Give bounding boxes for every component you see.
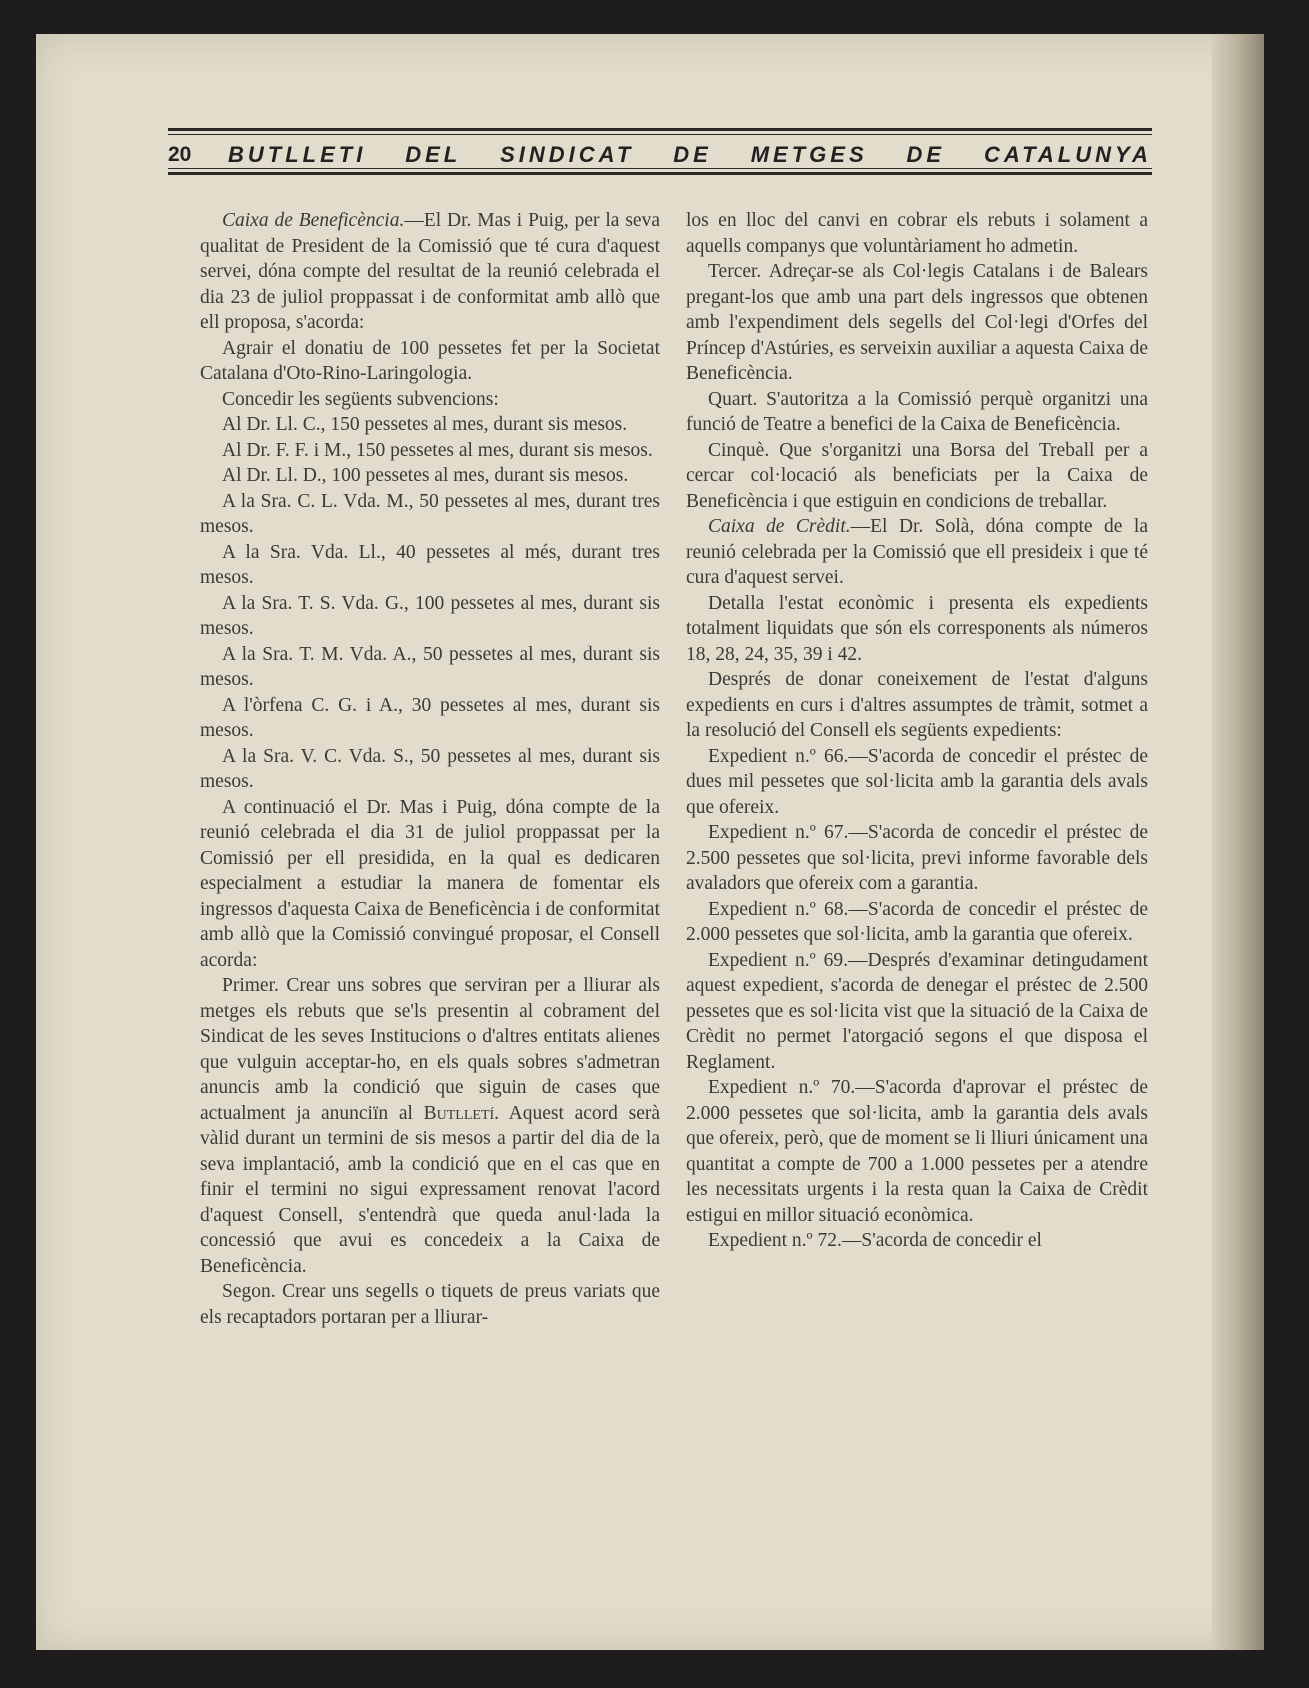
paragraph-text: A la Sra. V. C. Vda. S., 50 pessetes al mes, durant sis mesos. <box>200 745 660 792</box>
paragraph <box>686 259 1148 387</box>
paragraph-text: Expedient n.º 72.—S'acorda de concedir el <box>708 1230 1042 1251</box>
paragraph <box>686 514 1148 591</box>
paragraph <box>200 693 660 744</box>
running-header <box>168 108 1152 200</box>
paragraph-text: Detalla l'estat econòmic i presenta els expedients totalment liquidats que són els corresponents als números 18, 28, 24, 35, 39 i 42. <box>686 592 1148 665</box>
paragraph <box>686 948 1148 1076</box>
paragraph <box>200 973 660 1279</box>
paragraph-text: Expedient n.º 66.—S'acorda de concedir el préstec de dues mil pessetes que sol·licita amb la garantia dels avals que ofereix. <box>686 745 1148 818</box>
paragraph-text: Al Dr. Ll. D., 100 pessetes al mes, durant sis mesos. <box>222 465 629 486</box>
journal-title <box>228 142 1152 168</box>
journal-name-smallcaps: Butlletí <box>423 1102 495 1124</box>
header-rule-top-thick <box>168 128 1152 131</box>
paragraph <box>686 208 1148 259</box>
paragraph <box>200 463 660 489</box>
title-word: CATALUNYA <box>983 142 1152 167</box>
paragraph <box>686 897 1148 948</box>
paragraph-text: Tercer. Adreçar-se als Col·legis Catalans i de Balears pregant-los que amb una part dels ingressos que obtenen amb l'expendiment dels segells del Col·legi d'Orfes del Príncep d'Astúries, es serveixin auxiliar a aquesta Caixa de Beneficència. <box>686 261 1148 384</box>
paragraph <box>686 1228 1148 1254</box>
section-lead: Caixa de Beneficència. <box>222 210 405 231</box>
header-rule-bottom-thick <box>168 172 1152 175</box>
right-text-column <box>686 208 1148 1254</box>
paragraph-text: —El Dr. Solà, dóna compte de la reunió celebrada per la Comissió que ell presideix i que té cura d'aquest servei. <box>686 516 1148 588</box>
title-word: METGES <box>750 142 868 167</box>
paragraph <box>686 1075 1148 1228</box>
paragraph <box>200 540 660 591</box>
paragraph-text: A la Sra. T. S. Vda. G., 100 pessetes al mes, durant sis mesos. <box>200 592 660 639</box>
paragraph-text: los en lloc del canvi en cobrar els rebuts i solament a aquells companys que voluntàriament ho admetin. <box>686 210 1148 257</box>
paragraph <box>200 642 660 693</box>
paragraph-text: Primer. Crear uns sobres que serviran per a lliurar als metges els rebuts que se'ls presentin al cobrament del Sindicat de les seves Institucions o d'altres entitats alienes que vulguin acceptar-ho, en els quals sobres s'admetran anuncis amb la condició que siguin de cases que actualment ja anunciïn al <box>200 975 660 1124</box>
title-word: BUTLLETI <box>228 142 367 167</box>
page-number: 20 <box>168 143 192 166</box>
paragraph <box>200 1279 660 1330</box>
paragraph-text: Expedient n.º 69.—Després d'examinar detingudament aquest expedient, s'acorda de denegar el préstec de 2.500 pessetes que es sol·licita vist que la situació de la Caixa de Crèdit no permet l'atorgació segons el que disposa el Reglament. <box>686 949 1148 1073</box>
header-rule-bottom-thin <box>168 168 1152 169</box>
left-text-column <box>200 208 660 1330</box>
paragraph-text: Segon. Crear uns segells o tiquets de preus variats que els recaptadors portaran per a lliurar- <box>200 1281 660 1328</box>
paragraph-text: Després de donar coneixement de l'estat d'alguns expedients en curs i d'altres assumptes de tràmit, sotmet a la resolució del Consell els següents expedients: <box>686 669 1148 741</box>
header-rule-top-thin <box>168 134 1152 135</box>
paragraph <box>200 795 660 974</box>
title-word: SINDICAT <box>500 142 635 167</box>
paragraph-text: Expedient n.º 67.—S'acorda de concedir el préstec de 2.500 pessetes que sol·licita, previ informe favorable dels avaladors que ofereix com a garantia. <box>686 822 1148 894</box>
paragraph <box>686 667 1148 744</box>
paragraph-text: A l'òrfena C. G. i A., 30 pessetes al mes, durant sis mesos. <box>200 694 660 741</box>
paragraph <box>200 438 660 464</box>
paragraph <box>686 387 1148 438</box>
paragraph <box>686 744 1148 821</box>
page-spine-shadow <box>1212 34 1264 1650</box>
paragraph-text: Cinquè. Que s'organitzi una Borsa del Treball per a cercar col·locació als beneficiats per la Caixa de Beneficència i que estiguin en condicions de treballar. <box>686 439 1148 512</box>
paragraph-text-continued: . Aquest acord serà vàlid durant un termini de sis mesos a partir del dia de la seva implantació, amb la condició que en el cas que en finir el termini no sigui expressament renovat l'acord d'aquest Consell, s'entendrà que queda anul·lada la concessió que avui es concedeix a la Caixa de Beneficència. <box>200 1102 660 1277</box>
paragraph-text: Al Dr. F. F. i M., 150 pessetes al mes, durant sis mesos. <box>222 439 653 461</box>
paragraph-text: Quart. S'autoritza a la Comissió perquè organitzi una funció de Teatre a benefici de la Caixa de Beneficència. <box>686 388 1148 435</box>
paragraph-text: Concedir les següents subvencions: <box>222 388 499 410</box>
paragraph-text: —El Dr. Mas i Puig, per la seva qualitat de President de la Comissió que té cura d'aquest servei, dóna compte del resultat de la reunió celebrada el dia 23 de juliol proppassat i de conformitat amb allò que ell proposa, s'acorda: <box>200 210 660 333</box>
paragraph <box>200 336 660 387</box>
paragraph-text: A continuació el Dr. Mas i Puig, dóna compte de la reunió celebrada el dia 31 de juliol proppassat per la Comissió per ell presidida, en la qual es dedicaren especialment a estudiar la manera de fomentar els ingressos d'aquesta Caixa de Beneficència i de conformitat amb allò que la Comissió convingué proposar, el Consell acorda: <box>200 796 660 971</box>
section-lead: Caixa de Crèdit. <box>708 516 851 537</box>
paragraph-text: Expedient n.º 68.—S'acorda de concedir el préstec de 2.000 pessetes que sol·licita, amb la garantia que ofereix. <box>686 898 1148 945</box>
paragraph <box>200 208 660 336</box>
paragraph-text: Expedient n.º 70.—S'acorda d'aprovar el préstec de 2.000 pessetes que sol·licita, amb la garantia dels avals que ofereix, però, que de moment se li lliuri únicament una quantitat a compte de 700 a 1.000 pessetes per a atendre les necessitats urgents i la resta quan la Caixa de Crèdit estigui en millor situació econòmica. <box>686 1077 1148 1226</box>
paragraph <box>686 820 1148 897</box>
paragraph-text: A la Sra. Vda. Ll., 40 pessetes al més, durant tres mesos. <box>200 541 660 588</box>
paragraph-text: Agrair el donatiu de 100 pessetes fet per la Societat Catalana d'Oto-Rino-Laringologia. <box>200 337 660 384</box>
paragraph-text: Al Dr. Ll. C., 150 pessetes al mes, durant sis mesos. <box>222 414 628 435</box>
paragraph-text: A la Sra. T. M. Vda. A., 50 pessetes al mes, durant sis mesos. <box>200 643 660 690</box>
paragraph-text: A la Sra. C. L. Vda. M., 50 pessetes al mes, durant tres mesos. <box>200 490 660 537</box>
paragraph <box>200 412 660 438</box>
paragraph <box>200 387 660 413</box>
paragraph <box>686 438 1148 515</box>
paragraph <box>686 591 1148 668</box>
paragraph <box>200 591 660 642</box>
title-word: DEL <box>405 142 462 167</box>
title-word: DE <box>673 142 712 167</box>
title-word: DE <box>906 142 946 167</box>
paragraph <box>200 489 660 540</box>
paragraph <box>200 744 660 795</box>
